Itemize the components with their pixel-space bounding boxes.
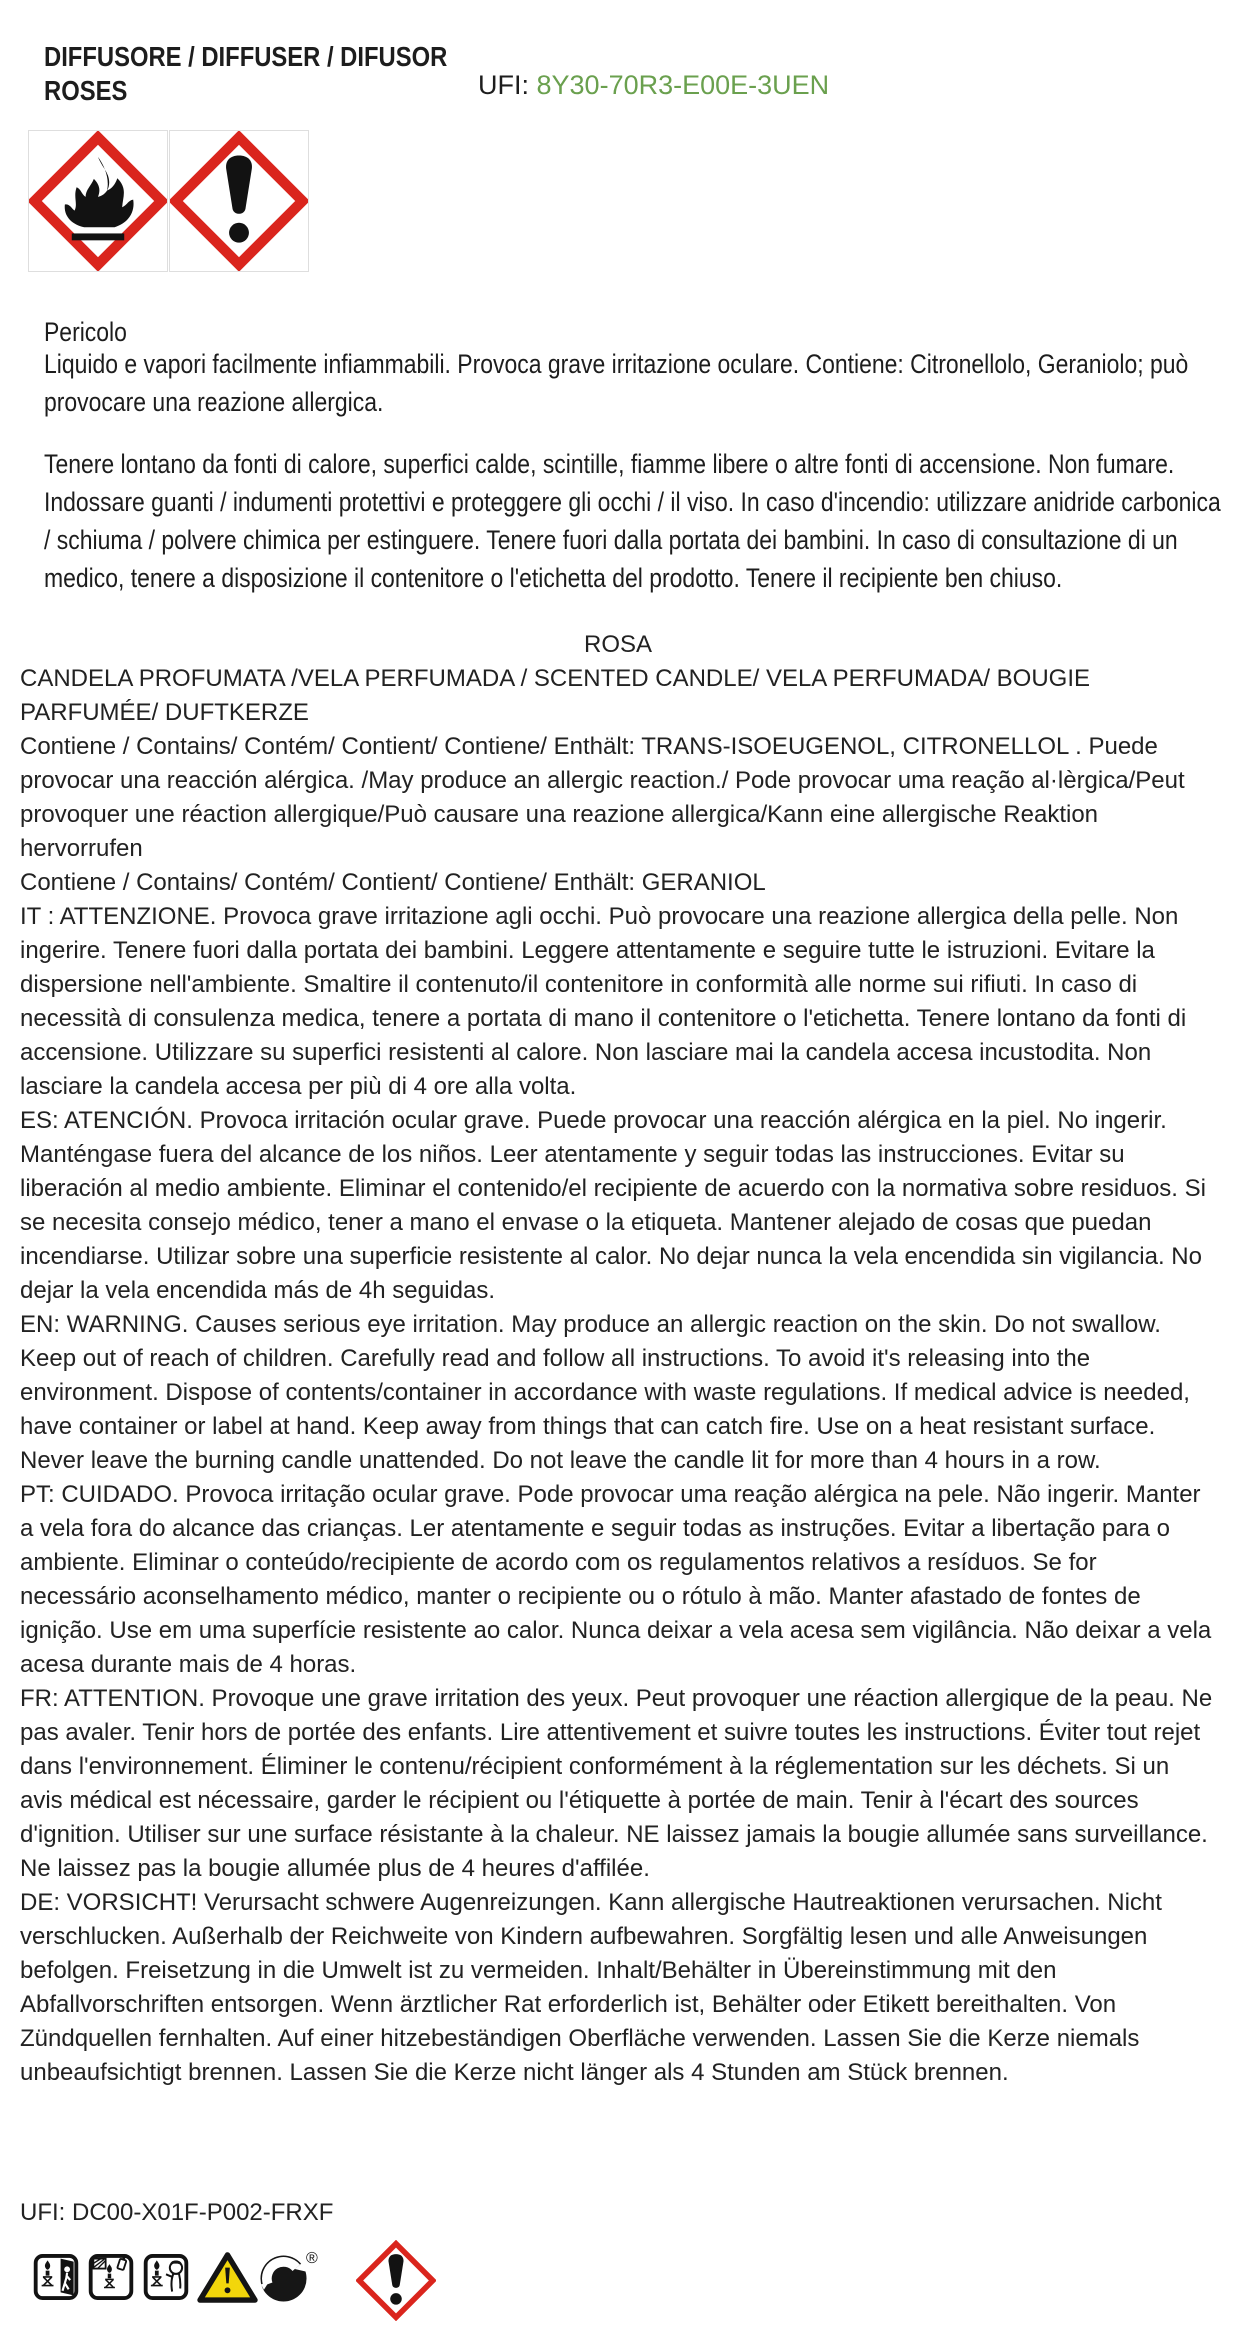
statement-de: DE: VORSICHT! Verursacht schwere Augenreizungen. Kann allergische Hautreaktionen verursachen. Nicht verschlucken. Außerhalb der Reichweite von Kindern aufbewahren. Sorgfältig lesen und alle Anweisungen befolgen. Freisetzung in die Umwelt ist zu vermeiden. Inhalt/Behälter in Übereinstimmung mit den Abfallvorschriften entsorgen. Wenn ärztlicher Rat erforderlich ist, Behälter oder Etikett bereithalten. Von Zündquellen fernhalten. Auf einer hitzebeständigen Oberfläche verwenden. Lassen Sie die Kerze niemals unbeaufsichtigt brennen. Lassen Sie die Kerze nicht länger als 4 Stunden am Stück brennen. (20, 1889, 1162, 2086)
ufi-label: UFI: (20, 2199, 66, 2226)
candle-never-unattended-icon (33, 2253, 79, 2301)
ghs07-exclamation-small-icon (356, 2240, 436, 2321)
candle-section (20, 628, 1216, 2090)
flame-icon (29, 131, 167, 271)
candle-contains-allergens: Contiene / Contains/ Contém/ Contient/ Contiene/ Enthält: TRANS-ISOEUGENOL, CITRONELLOL . Puede provocar una reacción alérgica. /May produce an allergic reaction./ Pode provocar uma reação al·lèrgica/Peut provoquer une réaction allergique/Può causare una reazione allergica/Kann eine allergische Reaktion hervorrufen (20, 733, 1185, 862)
warning-triangle-icon (197, 2251, 258, 2304)
green-dot-recycling-icon (259, 2254, 308, 2303)
registered-trademark-symbol: ® (306, 2250, 318, 2267)
ufi-label: UFI: (478, 70, 529, 100)
statement-fr: FR: ATTENTION. Provoque une grave irritation des yeux. Peut provoquer une réaction allergique de la peau. Ne pas avaler. Tenir hors de portée des enfants. Lire attentivement et suivre toutes les instructions. Éviter tout rejet dans l'environnement. Éliminer le contenu/récipient conformément à la réglementation sur les déchets. Si un avis médical est nécessaire, garder le récipient ou l'étiquette à portée de main. Tenir à l'écart des sources d'ignition. Utiliser sur une surface résistante à la chaleur. NE laissez jamais la bougie allumée sans surveillance. Ne laissez pas la bougie allumée plus de 4 heures d'affilée. (20, 1685, 1213, 1882)
keep-out-of-reach-of-children-icon (143, 2253, 189, 2301)
hazard-statement: Liquido e vapori facilmente infiammabili. Provoca grave irritazione oculare. Contiene: Citronellolo, Geraniolo; può provocare una reazione allergica. (44, 349, 1189, 417)
ufi-code: DC00-X01F-P002-FRXF (72, 2199, 334, 2226)
signal-word: Pericolo (44, 317, 127, 347)
candle-fragrance: ROSA (583, 631, 652, 658)
candle-product-names: CANDELA PROFUMATA /VELA PERFUMADA / SCENTED CANDLE/ VELA PERFUMADA/ BOUGIE PARFUMÉE/ DUFTKERZE (20, 665, 1091, 726)
statement-pt: PT: CUIDADO. Provoca irritação ocular grave. Pode provocar uma reação alérgica na pele. Não ingerir. Manter a vela fora do alcance das crianças. Ler atentamente e seguir todas as instruções. Evitar a libertação para o ambiente. Eliminar o conteúdo/recipiente de acordo com os regulamentos relativos a resíduos. Se for necessário aconselhamento médico, manter o recipiente ou o rótulo à mão. Manter afastado de fontes de ignição. Use em uma superfície resistente ao calor. Nunca deixar a vela acesa sem vigilância. Não deixar a vela acesa durante mais de 4 horas. (20, 1481, 1212, 1678)
candle-contains-geraniol: Contiene / Contains/ Contém/ Contient/ Contiene/ Enthält: GERANIOL (20, 869, 766, 896)
product-title: DIFFUSORE / DIFFUSER / DIFUSOR (44, 41, 448, 72)
ghs02-flame-pictogram (28, 130, 168, 272)
precautionary-statement: Tenere lontano da fonti di calore, superfici calde, scintille, fiamme libere o altre fonti di accensione. Non fumare. Indossare guanti / indumenti protettivi e proteggere gli occhi / il viso. In caso d'incendio: utilizzare anidride carbonica / schiuma / polvere chimica per estinguere. Tenere fuori dalla portata dei bambini. In caso di consultazione di un medico, tenere a disposizione il contenitore o l'etichetta del prodotto. Tenere il recipiente ben chiuso. (44, 449, 1221, 593)
statement-es: ES: ATENCIÓN. Provoca irritación ocular grave. Puede provocar una reacción alérgica en la piel. No ingerir. Manténgase fuera del alcance de los niños. Leer atentamente y seguir todas las instrucciones. Evitar su liberación al medio ambiente. Eliminar el contenido/el recipiente de acuerdo con la normativa sobre residuos. Si se necesita consejo médico, tener a mano el envase o la etiqueta. Mantener alejado de cosas que puedan incendiarse. Utilizar sobre una superficie resistente al calor. No dejar nunca la vela encendida sin vigilancia. No dejar la vela encendida más de 4h seguidas. (20, 1107, 1206, 1304)
statement-en: EN: WARNING. Causes serious eye irritation. May produce an allergic reaction on the skin. Do not swallow. Keep out of reach of children. Carefully read and follow all instructions. To avoid it's releasing into the environment. Dispose of contents/container in accordance with waste regulations. If medical advice is needed, have container or label at hand. Keep away from things that can catch fire. Use on a heat resistant surface. Never leave the burning candle unattended. Do not leave the candle lit for more than 4 hours in a row. (20, 1311, 1190, 1474)
ufi-code: 8Y30-70R3-E00E-3UEN (536, 70, 830, 100)
product-fragrance-name: ROSES (44, 75, 128, 106)
exclamation-icon (170, 131, 308, 271)
statement-it: IT : ATTENZIONE. Provoca grave irritazione agli occhi. Può provocare una reazione allergica della pelle. Non ingerire. Tenere fuori dalla portata dei bambini. Leggere attentamente e seguire tutte le istruzioni. Evitare la dispersione nell'ambiente. Smaltire il contenuto/il contenitore in conformità alle norme sui rifiuti. In caso di necessità di consulenza medica, tenere a portata di mano il contenitore o l'etichetta. Tenere lontano da fonti di accensione. Utilizzare su superfici resistenti al calore. Non lasciare mai la candela accesa incustodita. Non lasciare la candela accesa per più di 4 ore alla volta. (20, 903, 1187, 1100)
keep-away-from-flammables-icon (88, 2253, 134, 2301)
ufi-line-top (478, 68, 829, 102)
ufi-line-bottom (20, 2196, 333, 2230)
ghs07-exclamation-pictogram (169, 130, 309, 272)
